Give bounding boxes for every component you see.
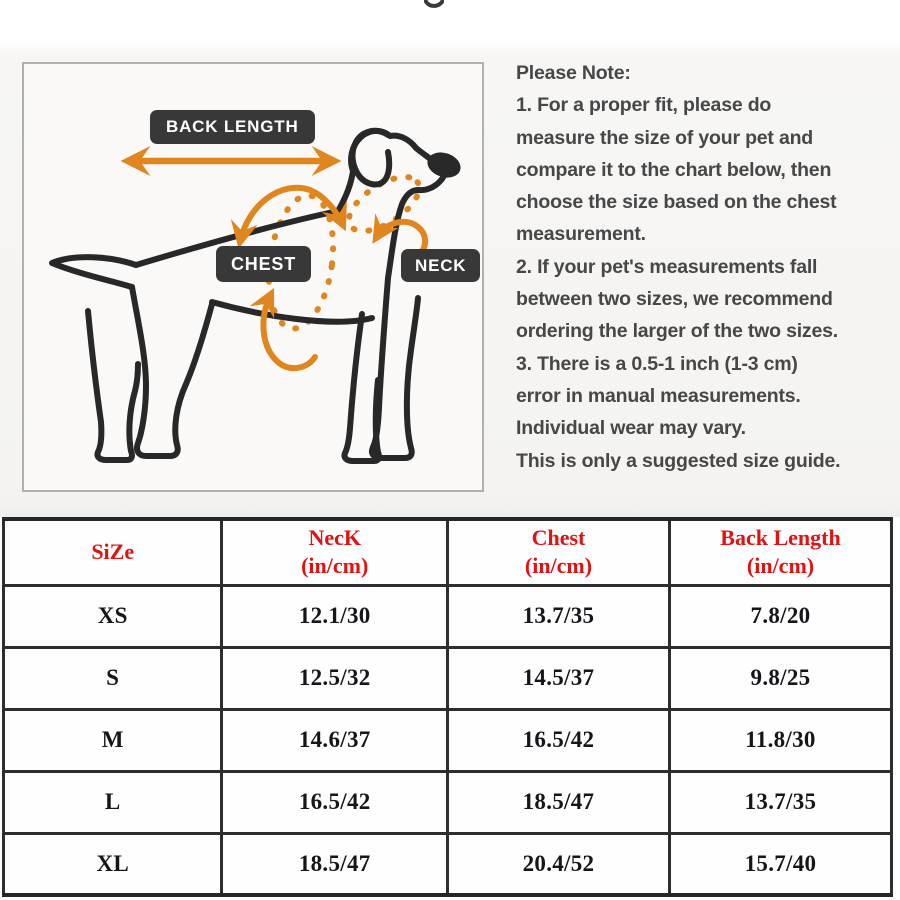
note-line: between two sizes, we recommend xyxy=(516,288,833,311)
col-header-neck xyxy=(222,519,448,585)
col-header-label: NecK xyxy=(308,524,361,550)
col-header-label: Chest xyxy=(531,524,586,550)
col-header-chest xyxy=(447,519,669,585)
note-line: This is only a suggested size guide. xyxy=(516,449,841,472)
note-line: Individual wear may vary. xyxy=(516,417,746,440)
note-line: error in manual measurements. xyxy=(516,384,801,407)
chest-cell: 13.7/35 xyxy=(447,585,669,647)
dog-nose xyxy=(424,148,464,181)
col-header-back-length xyxy=(669,519,891,585)
chest-cell: 20.4/52 xyxy=(447,833,669,895)
col-header-label: Back Length xyxy=(720,524,841,550)
col-header-sub: (in/cm) xyxy=(524,553,593,579)
col-header-label: SiZe xyxy=(91,538,135,564)
size-cell: XL xyxy=(4,833,222,895)
note-line: measurement. xyxy=(516,223,646,246)
size-cell: M xyxy=(4,709,222,771)
table-row xyxy=(4,771,892,833)
back-cell: 7.8/20 xyxy=(669,585,891,647)
neck-cell: 12.5/32 xyxy=(222,647,448,709)
back-cell: 11.8/30 xyxy=(669,709,891,771)
note-line: 2. If your pet's measurements fall xyxy=(516,255,818,278)
chest-cell: 14.5/37 xyxy=(447,647,669,709)
size-cell: XS xyxy=(4,585,222,647)
chest-cell: 16.5/42 xyxy=(447,709,669,771)
size-cell: L xyxy=(4,771,222,833)
dog-measurement-diagram xyxy=(22,62,484,492)
chest-arrow-lower xyxy=(263,294,315,368)
please-note-text xyxy=(516,57,896,477)
note-line: choose the size based on the chest xyxy=(516,191,837,214)
chest-label: CHEST xyxy=(216,246,311,282)
note-line: compare it to the chart below, then xyxy=(516,158,832,181)
neck-cell: 18.5/47 xyxy=(222,833,448,895)
cropped-text-artifact xyxy=(424,0,444,10)
size-chart-table xyxy=(2,517,893,897)
back-cell: 13.7/35 xyxy=(669,771,891,833)
dog-outline xyxy=(52,131,444,461)
note-line: ordering the larger of the two sizes. xyxy=(516,320,838,343)
table-row xyxy=(4,833,892,895)
col-header-sub: (in/cm) xyxy=(746,553,815,579)
chest-cell: 18.5/47 xyxy=(447,771,669,833)
note-line: 3. There is a 0.5-1 inch (1-3 cm) xyxy=(516,352,798,375)
neck-cell: 12.1/30 xyxy=(222,585,448,647)
neck-cell: 14.6/37 xyxy=(222,709,448,771)
note-line: 1. For a proper fit, please do xyxy=(516,94,772,117)
size-table-section xyxy=(0,517,900,900)
table-row xyxy=(4,709,892,771)
size-cell: S xyxy=(4,647,222,709)
neck-label: NECK xyxy=(401,249,480,282)
back-cell: 15.7/40 xyxy=(669,833,891,895)
neck-cell: 16.5/42 xyxy=(222,771,448,833)
table-header-row xyxy=(4,519,892,585)
note-heading: Please Note: xyxy=(516,62,631,84)
col-header-sub: (in/cm) xyxy=(301,553,369,579)
note-line: measure the size of your pet and xyxy=(516,126,814,149)
table-row xyxy=(4,647,892,709)
back-length-label: BACK LENGTH xyxy=(150,110,315,144)
back-cell: 9.8/25 xyxy=(669,647,891,709)
col-header-size xyxy=(4,519,222,585)
table-row xyxy=(4,585,892,647)
